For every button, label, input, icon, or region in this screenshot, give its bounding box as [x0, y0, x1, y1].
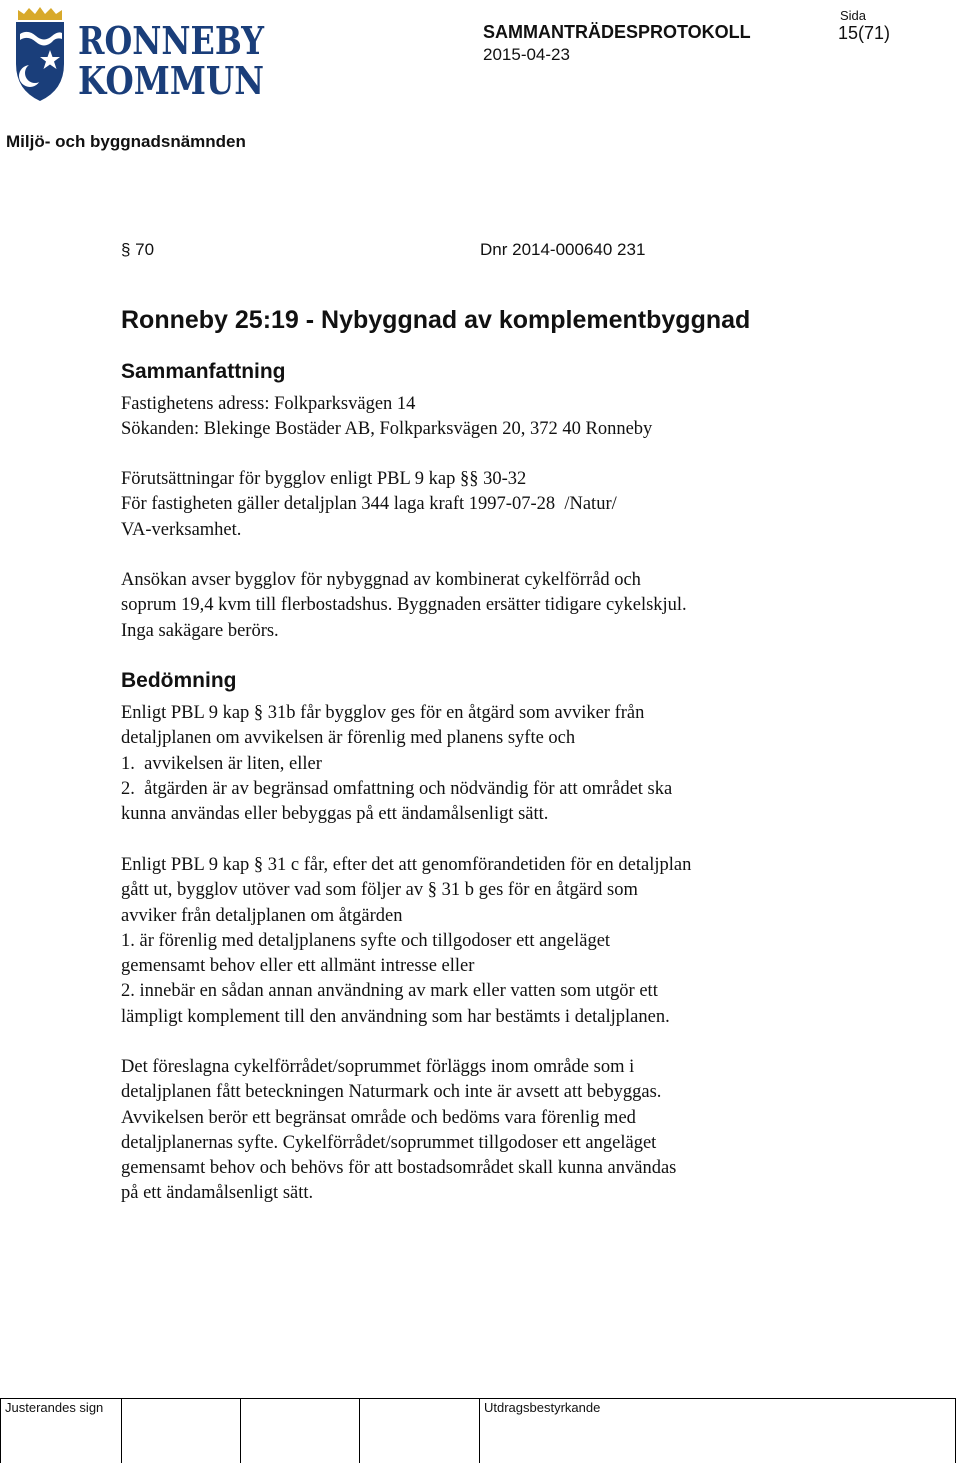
heading-sammanfattning: Sammanfattning — [121, 360, 286, 383]
summary-paragraph-address: Fastighetens adress: Folkparksvägen 14 Sökanden: Blekinge Bostäder AB, Folkparksvägen 20, 372 40 Ronneby — [121, 394, 653, 440]
summary-paragraph-prerequisites: Förutsättningar för bygglov enligt PBL 9 kap §§ 30-32 För fastigheten gäller detaljplan 344 laga kraft 1997-07-28 /Natur/ VA-verksamhet. — [121, 469, 617, 540]
justerandes-sign-label: Justerandes sign — [5, 1400, 104, 1415]
footer-divider — [0, 1398, 956, 1399]
page-number: 15(71) — [838, 23, 891, 43]
committee-name: Miljö- och byggnadsnämnden — [6, 132, 246, 151]
signature-footer — [0, 1398, 960, 1463]
utdragsbestyrkande-label: Utdragsbestyrkande — [484, 1400, 601, 1415]
document-title: Ronneby 25:19 - Nybyggnad av komplementbyggnad — [121, 306, 751, 334]
dnr-number: Dnr 2014-000640 231 — [480, 240, 646, 259]
heading-bedomning: Bedömning — [121, 669, 237, 692]
assessment-paragraph-31b: Enligt PBL 9 kap § 31b får bygglov ges för en åtgärd som avviker från detaljplanen om avvikelsen är förenlig med planens syfte och 1. avvikelsen är liten, eller 2. åtgärden är av begränsad omfattning och nödvändig för att området ska kunna användas eller bebyggas på ett ändamålsenligt sätt. — [121, 703, 673, 825]
assessment-paragraph-31c: Enligt PBL 9 kap § 31 c får, efter det att genomförandetiden för en detaljplan gått ut, bygglov utöver vad som följer av § 31 b ges för en åtgärd som avviker från detaljplanen om åtgärden 1. är förenlig med detaljplanens syfte och tillgodoser ett angeläget gemensamt behov eller ett allmänt intresse eller 2. innebär en sådan annan användning av mark eller vatten som utgör ett lämpligt komplement till den användning som har bestämts i detaljplanen. — [121, 855, 692, 1027]
page-label: Sida — [840, 8, 867, 23]
footer-cell-border — [121, 1398, 122, 1463]
footer-cell-border — [359, 1398, 360, 1463]
meeting-date: 2015-04-23 — [483, 45, 570, 64]
svg-text:RONNEBY: RONNEBY — [78, 18, 265, 63]
ronneby-kommun-logo — [10, 4, 265, 104]
footer-cell-border — [479, 1398, 480, 1463]
footer-cell-border — [955, 1398, 956, 1463]
footer-cell-border — [0, 1398, 1, 1463]
svg-text:KOMMUN: KOMMUN — [78, 58, 264, 103]
coat-of-arms-icon — [10, 4, 265, 104]
paragraph-number: § 70 — [121, 240, 155, 259]
summary-paragraph-application: Ansökan avser bygglov för nybyggnad av kombinerat cykelförråd och soprum 19,4 kvm till flerbostadshus. Byggnaden ersätter tidigare cykelskjul. Inga sakägare berörs. — [121, 570, 687, 641]
footer-cell-border — [240, 1398, 241, 1463]
protocol-title: SAMMANTRÄDESPROTOKOLL — [483, 22, 751, 42]
assessment-paragraph-conclusion: Det föreslagna cykelförrådet/soprummet förläggs inom område som i detaljplanen fått beteckningen Naturmark och inte är avsett att bebyggas. Avvikelsen berör ett begränsat område och bedöms vara förenlig med detaljplanernas syfte. Cykelförrådet/soprummet tillgodoser ett angeläget gemensamt behov och behövs för att bostadsområdet skall kunna användas på ett ändamålsenligt sätt. — [121, 1057, 677, 1204]
section-line — [121, 240, 661, 260]
